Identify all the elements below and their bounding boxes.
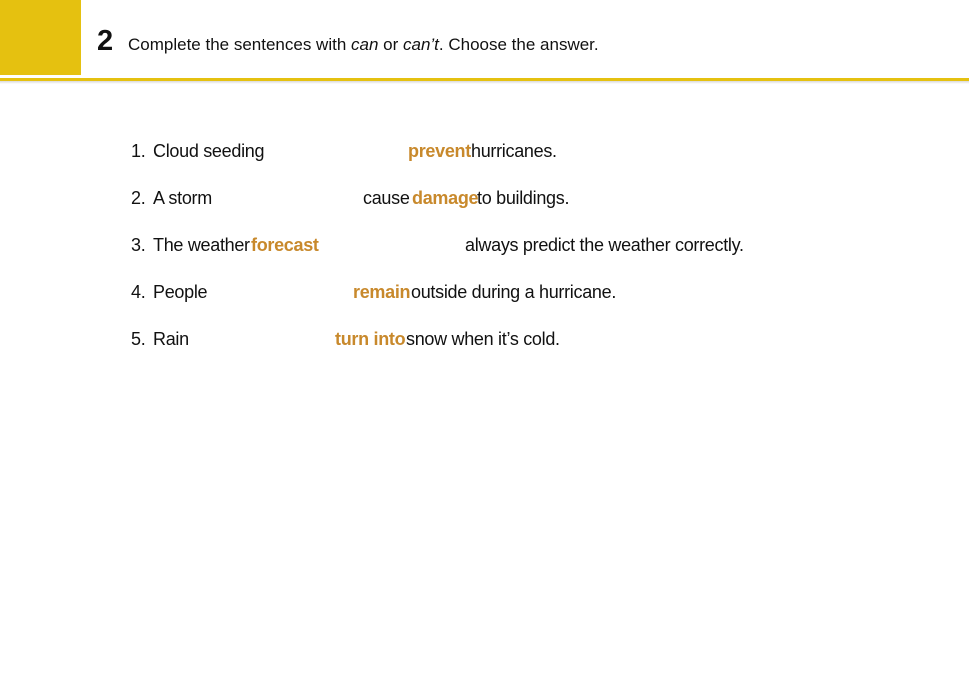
header-shadow	[0, 81, 969, 84]
sentence-number: 4.	[131, 282, 146, 302]
sentence-start: Rain	[153, 329, 189, 349]
sentence-keyword: damage	[412, 188, 479, 208]
sentence-keyword: forecast	[251, 235, 319, 255]
instruction-text-2: or	[378, 35, 403, 54]
sentence-rest: to buildings.	[477, 188, 570, 208]
sentence-rest: outside during a hurricane.	[411, 282, 617, 302]
instruction-cant: can’t	[403, 35, 439, 54]
sentence-number: 1.	[131, 141, 146, 161]
sentence-number: 2.	[131, 188, 146, 208]
exercise-instruction	[128, 35, 599, 55]
sentence-number: 5.	[131, 329, 146, 349]
sentence-start: People	[153, 282, 208, 302]
sentence-keyword: prevent	[408, 141, 471, 161]
sentence-rest: snow when it’s cold.	[406, 329, 560, 349]
header-accent-block	[0, 0, 81, 75]
sentence-start: Cloud seeding	[153, 141, 265, 161]
sentence-rest: hurricanes.	[471, 141, 557, 161]
instruction-text-3: . Choose the answer.	[438, 35, 599, 54]
sentence-start: The weather	[153, 235, 250, 255]
instruction-can: can	[351, 35, 379, 54]
exercise-number: 2	[97, 25, 114, 57]
sentence-verb: cause	[363, 188, 410, 208]
sentence-start: A storm	[153, 188, 212, 208]
sentence-keyword: remain	[353, 282, 411, 302]
sentence-number: 3.	[131, 235, 146, 255]
instruction-text-1: Complete the sentences with	[128, 35, 352, 54]
sentence-rest: always predict the weather correctly.	[465, 235, 744, 255]
sentence-keyword: turn into	[335, 329, 406, 349]
